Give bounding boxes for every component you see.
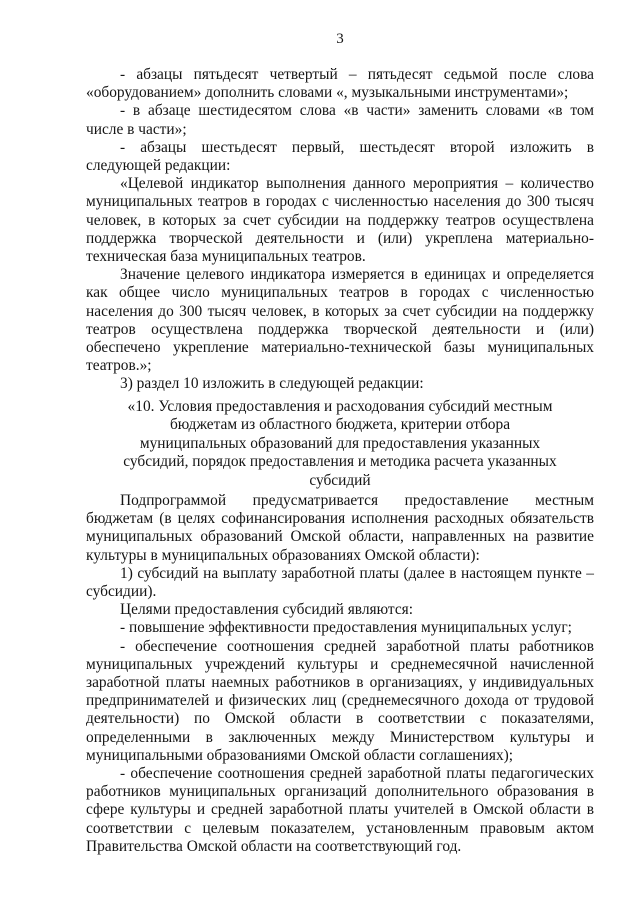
section-paragraph-2: 1) субсидий на выплату заработной платы (далее в настоящем пункте – субсидии). — [86, 564, 594, 601]
amendment-item-2: - в абзаце шестидесятом слова «в части» заменить словами «в том числе в части»; — [86, 102, 594, 138]
quoted-paragraph-1: «Целевой индикатор выполнения данного мероприятия – количество муниципальных театров в городах с численностью населения до 300 тысяч человек, в которых за счет субсидии на поддержку театров осуществлена поддержка творческой деятельности и (или) укреплена материально-техническая база муниципальных театров. — [86, 175, 594, 266]
section-paragraph-6: - обеспечение соотношения средней заработной платы педагогических работников муниципальных организаций дополнительного образования в сфере культуры и средней заработной платы учителей в Омской области в соответствии с целевым показателем, установленным правовым актом Правительства Омской области на соответствующий год. — [86, 765, 594, 855]
page-number: 3 — [336, 31, 344, 47]
amendment-item-1: - абзацы пятьдесят четвертый – пятьдесят седьмой после слова «оборудованием» дополнить словами «, музыкальными инструментами»; — [86, 66, 594, 102]
section-paragraph-4: - повышение эффективности предоставления муниципальных услуг; — [120, 619, 572, 637]
section-heading: «10. Условия предоставления и расходования субсидий местным бюджетам из областного бюджета, критерии отбора муниципальных образований для предоставления указанных субсидий, порядок предоставления и методика расчета указанных субсидий — [123, 398, 557, 489]
section-body — [86, 492, 594, 856]
quoted-paragraph-2: Значение целевого индикатора измеряется в единицах и определяется как общее число муниципальных театров в городах с численностью населения до 300 тысяч человек, в которых за счет субсидии на поддержку театров осуществлена поддержка творческой деятельности и (или) обеспечено укрепление материально-технической базы муниципальных театров.»; — [86, 266, 594, 375]
amendment-item-4: 3) раздел 10 изложить в следующей редакции: — [120, 375, 424, 393]
amendments-block — [86, 66, 594, 394]
section-paragraph-5: - обеспечение соотношения средней заработной платы работников муниципальных учреждений культуры и среднемесячной начисленной заработной платы наемных работников в организациях, у индивидуальных предпринимателей и физических лиц (среднемесячного дохода от трудовой деятельности) по Омской области в соответствии с показателями, определенными в заключенных между Министерством культуры и муниципальными образованиями Омской области соглашениях); — [86, 637, 594, 764]
section-paragraph-3: Целями предоставления субсидий являются: — [120, 601, 414, 619]
amendment-item-3: - абзацы шестьдесят первый, шестьдесят второй изложить в следующей редакции: — [86, 138, 594, 175]
section-paragraph-1: Подпрограммой предусматривается предоставление местным бюджетам (в целях софинансирования исполнения расходных обязательств муниципальных образований Омской области, направленных на развитие культуры в муниципальных образованиях Омской области): — [86, 492, 594, 564]
